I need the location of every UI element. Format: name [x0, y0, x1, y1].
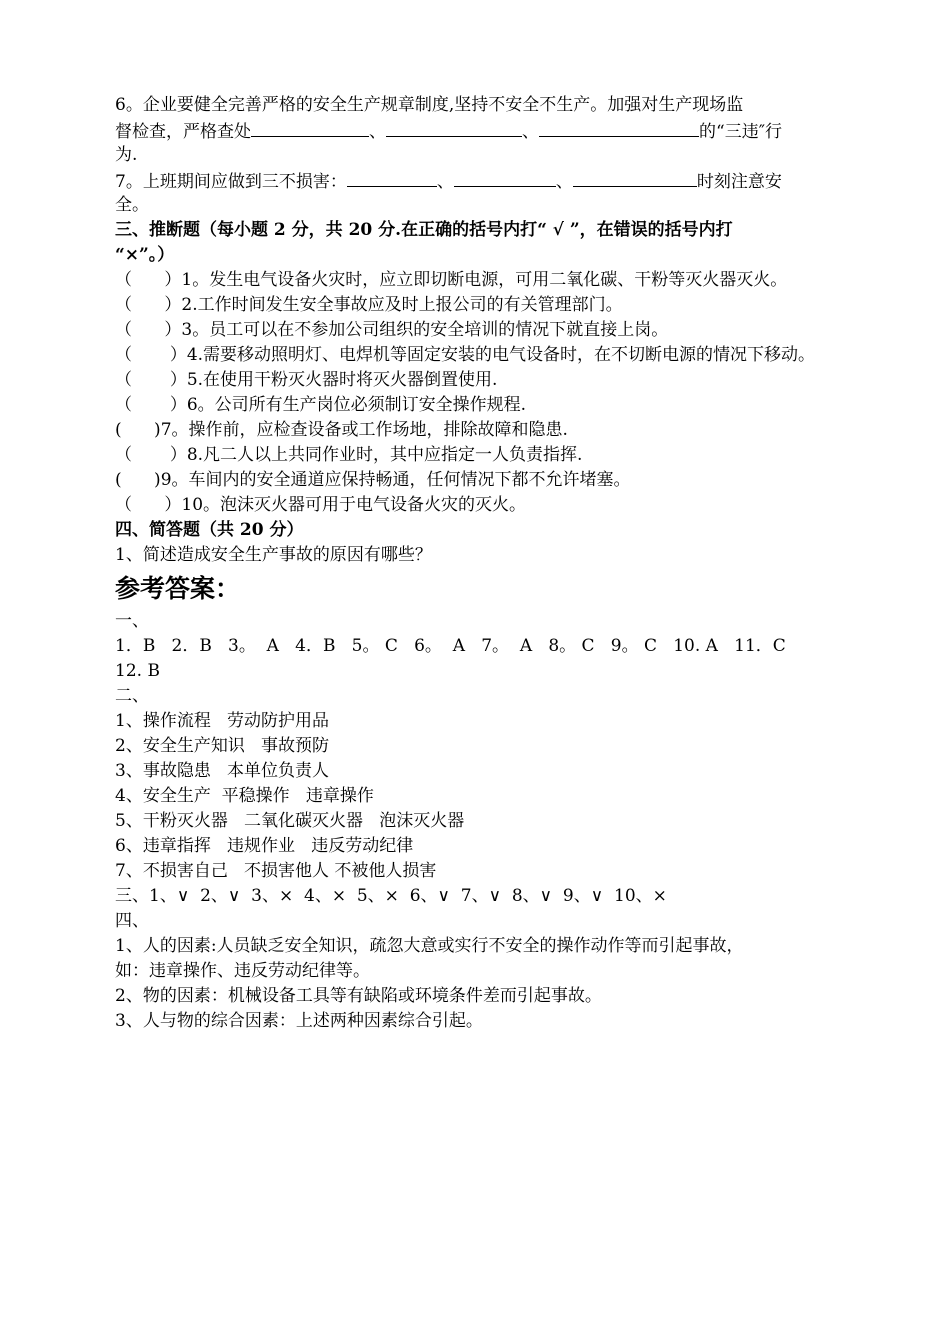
- answers-part2-item: 4、安全生产 平稳操作 违章操作: [115, 786, 374, 806]
- judgement-item: （ ）1。发生电气设备火灾时，应立即切断电源，可用二氧化碳、干粉等灭火器灭火。: [115, 270, 788, 290]
- answers-part2-item: 1、操作流程 劳动防护用品: [115, 711, 330, 731]
- answers-part2-item: 2、安全生产知识 事故预防: [115, 736, 330, 756]
- judgement-item: （ ）10。泡沫灭火器可用于电气设备火灾的灭火。: [115, 495, 527, 515]
- answer-blank: [386, 118, 522, 137]
- answer-blank: [573, 168, 697, 187]
- answers-part1-label: 一、: [115, 611, 149, 631]
- answers-heading: 参考答案：: [115, 574, 241, 603]
- q7-prefix: 7。上班期间应做到三不损害：: [115, 172, 347, 192]
- document-page: [115, 93, 845, 1034]
- short-answer-question: 1、简述造成安全生产事故的原因有哪些？: [115, 545, 432, 565]
- judgement-item: ( )7。操作前，应检查设备或工作场地，排除故障和隐患.: [115, 420, 568, 440]
- judgement-item: ( )9。车间内的安全通道应保持畅通，任何情况下都不允许堵塞。: [115, 470, 631, 490]
- answers-part4-item: 2、物的因素：机械设备工具等有缺陷或环境条件差而引起事故。: [115, 986, 602, 1006]
- answers-part4-label: 四、: [115, 911, 149, 931]
- separator: 、: [369, 122, 386, 142]
- judgement-item: （ ）3。员工可以在不参加公司组织的安全培训的情况下就直接上岗。: [115, 320, 669, 340]
- judgement-item: （ ）2.工作时间发生安全事故应及时上报公司的有关管理部门。: [115, 295, 623, 315]
- answers-part1-line: 1．B 2．B 3。 A 4．B 5。 C 6。 A 7。 A 8。 C 9。 C 10. A 11．C: [115, 636, 786, 656]
- answers-part4-item: 1、人的因素:人员缺乏安全知识，疏忽大意或实行不安全的操作动作等而引起事故，: [115, 936, 744, 956]
- answers-part3-line: 三、1、∨ 2、∨ 3、× 4、× 5、× 6、∨ 7、∨ 8、∨ 9、∨ 10、×: [115, 886, 667, 906]
- answer-blank: [347, 168, 437, 187]
- answers-part2-label: 二、: [115, 686, 149, 706]
- q6-suffix: 的“三违″行: [699, 122, 783, 142]
- answers-part4-item: 3、人与物的综合因素：上述两种因素综合引起。: [115, 1011, 483, 1031]
- judgement-item: （ ）5.在使用干粉灭火器时将灭火器倒置使用.: [115, 370, 498, 390]
- answer-blank: [251, 118, 369, 137]
- section-judgement-title: 三、推断题（每小题 2 分，共 20 分.在正确的括号内打“ √ ”，在错误的括号内打: [115, 220, 733, 240]
- judgement-item: （ ）8.凡二人以上共同作业时，其中应指定一人负责指挥.: [115, 445, 583, 465]
- q6-line1: 6。企业要健全完善严格的安全生产规章制度,坚持不安全不生产。加强对生产现场监: [115, 95, 744, 115]
- q6-line3: 为.: [115, 145, 138, 165]
- answers-part1-line: 12. B: [115, 661, 160, 681]
- q7-suffix: 时刻注意安: [696, 172, 782, 192]
- answer-blank: [454, 168, 556, 187]
- answers-part2-item: 3、事故隐患 本单位负责人: [115, 761, 330, 781]
- judgement-item: （ ）6。公司所有生产岗位必须制订安全操作规程.: [115, 395, 527, 415]
- q6-line2: [115, 118, 845, 143]
- q6-prefix: 督检查，严格查处: [115, 122, 251, 142]
- answers-part2-item: 7、不损害自己 不损害他人 不被他人损害: [115, 861, 437, 881]
- judgement-item: （ ）4.需要移动照明灯、电焊机等固定安装的电气设备时，在不切断电源的情况下移动。: [115, 345, 816, 365]
- q7-line1: [115, 168, 845, 193]
- section-judgement-title-cont: “×”。）: [115, 245, 175, 265]
- separator: 、: [522, 122, 539, 142]
- answer-blank: [539, 118, 699, 137]
- answers-part2-item: 6、违章指挥 违规作业 违反劳动纪律: [115, 836, 414, 856]
- q7-line2: 全。: [115, 195, 149, 215]
- separator: 、: [436, 172, 454, 192]
- answers-part4-item: 如：违章操作、违反劳动纪律等。: [115, 961, 370, 981]
- answers-part2-item: 5、干粉灭火器 二氧化碳灭火器 泡沫灭火器: [115, 811, 465, 831]
- section-short-answer-title: 四、简答题（共 20 分）: [115, 520, 304, 540]
- separator: 、: [555, 172, 573, 192]
